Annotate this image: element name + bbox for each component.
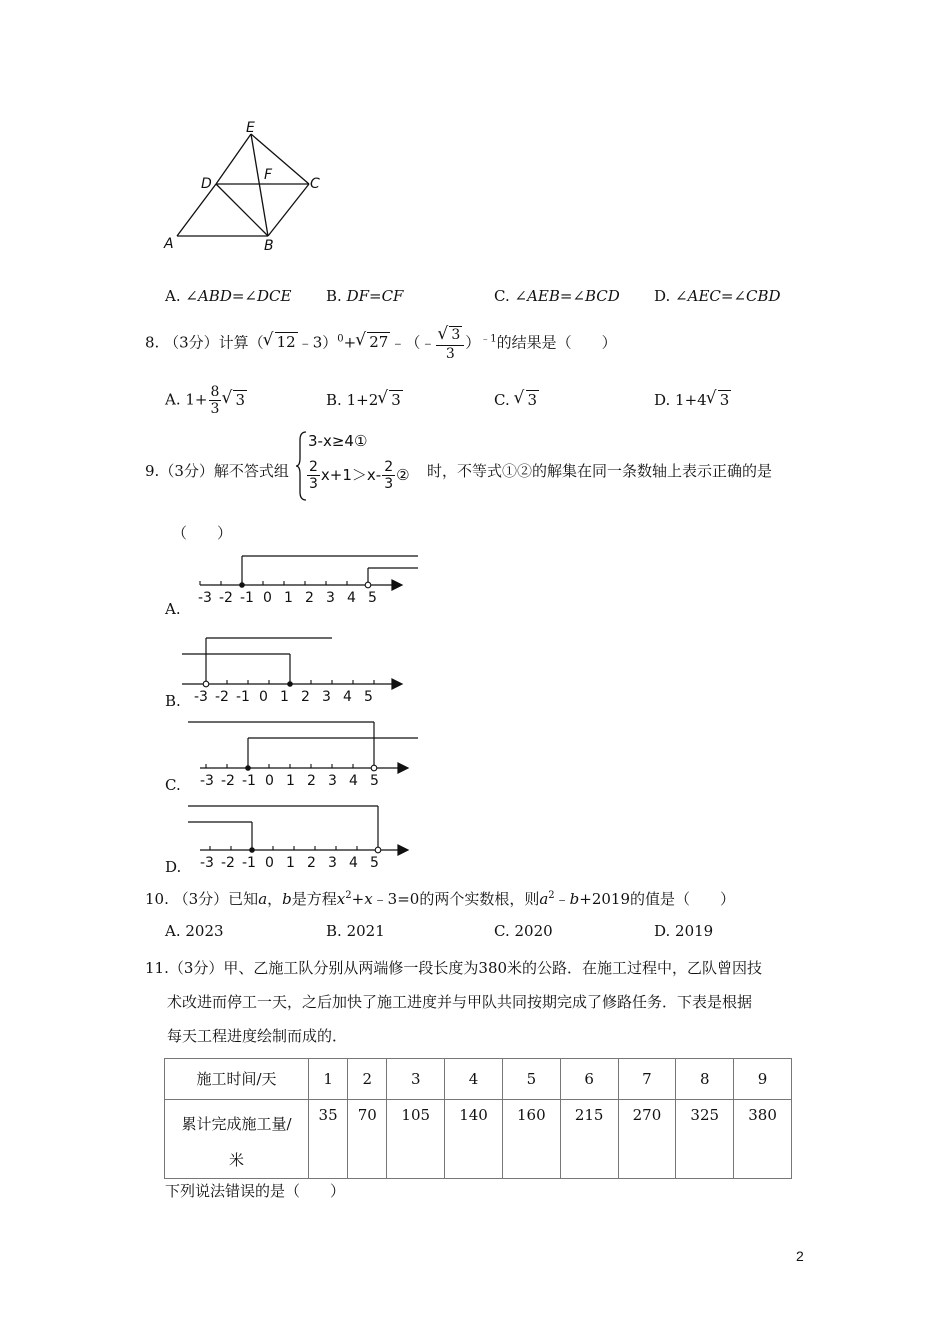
question-9-lead: 9.（3分）解不答式组: [145, 462, 289, 480]
tick-label: -2: [221, 855, 235, 868]
q10-option-b: B. 2021: [326, 922, 385, 940]
question-9-paren: （ ）: [172, 524, 233, 542]
table-cell: 6: [560, 1059, 618, 1100]
tick-label: -2: [219, 590, 233, 606]
page-number: 2: [796, 1248, 804, 1264]
segment-ec: [251, 134, 309, 184]
segment-bc: [268, 184, 309, 236]
inequality-2: $\frac{2}{3}$ x+1＞x- $\frac{2}{3}$ ②: [309, 459, 410, 492]
label-c: C: [310, 176, 320, 192]
tick-label: 5: [370, 855, 379, 868]
table-cell: 2: [348, 1059, 387, 1100]
tick-label: 2: [301, 689, 310, 702]
tick-label: 0: [265, 855, 274, 868]
tick-label: 2: [307, 855, 316, 868]
q10-option-a: A. 2023: [165, 922, 224, 940]
q8-option-a: A. 1+ $\frac{8}{3}$ √ 3: [165, 385, 247, 416]
tick-label: -1: [242, 855, 256, 868]
tick-label: 4: [343, 689, 352, 702]
tick-label: -1: [236, 689, 250, 702]
progress-table: [164, 1058, 792, 1179]
tick-label: 1: [280, 689, 289, 702]
label-e: E: [246, 120, 255, 136]
tick-label: 0: [263, 590, 272, 606]
tick-label: 3: [328, 855, 337, 868]
table-row: [165, 1100, 792, 1179]
tick-label: -1: [242, 773, 256, 786]
table-cell: 215: [560, 1100, 618, 1179]
tick-label: 0: [265, 773, 274, 786]
inequality-system: [296, 430, 426, 502]
table-cell: 7: [618, 1059, 676, 1100]
question-8: 8. （3分）计算（√ 12 ﹣3）$^0$+√ 27 ﹣（﹣ √ $\frac{3}{3}$ ）$^{﹣1}$的结果是（ ）: [145, 326, 617, 361]
tick-label: 5: [370, 773, 379, 786]
table-cell: 3: [387, 1059, 445, 1100]
table-row: [165, 1059, 792, 1100]
table-header-cell: 施工时间/天: [165, 1059, 309, 1100]
q8-option-b: B. 1+2√ 3: [326, 390, 403, 409]
q7-option-d: D. ∠AEC=∠CBD: [654, 287, 781, 305]
table-cell: 1: [309, 1059, 348, 1100]
question-11-prompt: 下列说法错误的是（ ）: [165, 1182, 346, 1200]
tick-label: 1: [286, 855, 295, 868]
tick-label: 2: [305, 590, 314, 606]
tick-label: -3: [198, 590, 212, 606]
tick-label: 5: [364, 689, 373, 702]
tick-label: 4: [347, 590, 356, 606]
tick-label: -2: [215, 689, 229, 702]
q7-option-a: A. ∠ABD=∠DCE: [165, 287, 292, 305]
q9-option-b-letter: B.: [165, 692, 181, 710]
question-11-line-3: 每天工程进度绘制而成的．: [167, 1027, 348, 1045]
label-d: D: [201, 176, 212, 192]
tick-label: 2: [307, 773, 316, 786]
number-line-d: [188, 798, 420, 868]
tick-label: 0: [259, 689, 268, 702]
label-b: B: [264, 238, 274, 254]
tick-label: 3: [322, 689, 331, 702]
tick-label: 5: [368, 590, 377, 606]
table-cell: 105: [387, 1100, 445, 1179]
table-cell: 160: [502, 1100, 560, 1179]
table-cell: 9: [734, 1059, 792, 1100]
q9-option-c-letter: C.: [165, 776, 181, 794]
q7-option-b: B. DF=CF: [326, 287, 404, 305]
tick-label: -3: [200, 855, 214, 868]
table-cell: 35: [309, 1100, 348, 1179]
question-10: 10. （3分）已知a，b是方程$x^2+x﹣3=0$的两个实数根，则$a^2﹣b+2019$的值是（ ）: [145, 890, 736, 908]
table-cell: 325: [676, 1100, 734, 1179]
number-line-c: [188, 716, 420, 786]
tick-label: 1: [286, 773, 295, 786]
tick-label: -2: [221, 773, 235, 786]
label-a: A: [164, 236, 174, 252]
tick-label: 4: [349, 773, 358, 786]
q8-option-c: C. √ 3: [494, 390, 539, 409]
tick-label: 3: [328, 773, 337, 786]
table-cell: 140: [445, 1100, 503, 1179]
q7-option-c: C. ∠AEB=∠BCD: [494, 287, 620, 305]
q9-option-d-letter: D.: [165, 858, 182, 876]
number-line-a: [190, 548, 420, 608]
question-11-line-1: 11.（3分）甲、乙施工队分别从两端修一段长度为380米的公路．在施工过程中，乙队曾因技: [145, 959, 763, 977]
table-header-cell: 累计完成施工量/ 米: [165, 1100, 309, 1179]
question-11-line-2: 术改进而停工一天，之后加快了施工进度并与甲队共同按期完成了修路任务．下表是根据: [167, 993, 753, 1011]
tick-label: -3: [194, 689, 208, 702]
tick-label: -3: [200, 773, 214, 786]
segment-ed: [216, 134, 251, 184]
table-cell: 5: [502, 1059, 560, 1100]
q10-option-c: C. 2020: [494, 922, 553, 940]
tick-label: 4: [349, 855, 358, 868]
geometry-figure: [160, 118, 340, 258]
q10-option-d: D. 2019: [654, 922, 714, 940]
table-cell: 270: [618, 1100, 676, 1179]
tick-label: -1: [240, 590, 254, 606]
table-cell: 8: [676, 1059, 734, 1100]
number-line-b: [182, 632, 412, 702]
table-cell: 4: [445, 1059, 503, 1100]
table-cell: 380: [734, 1100, 792, 1179]
inequality-1: 3-x≥4①: [308, 432, 368, 450]
tick-label: 3: [326, 590, 335, 606]
table-cell: 70: [348, 1100, 387, 1179]
tick-label: 1: [284, 590, 293, 606]
q8-option-d: D. 1+4√ 3: [654, 390, 731, 409]
q9-option-a-letter: A.: [165, 600, 181, 618]
question-9-tail: 时，不等式①②的解集在同一条数轴上表示正确的是: [427, 462, 773, 480]
label-f: F: [264, 167, 273, 183]
